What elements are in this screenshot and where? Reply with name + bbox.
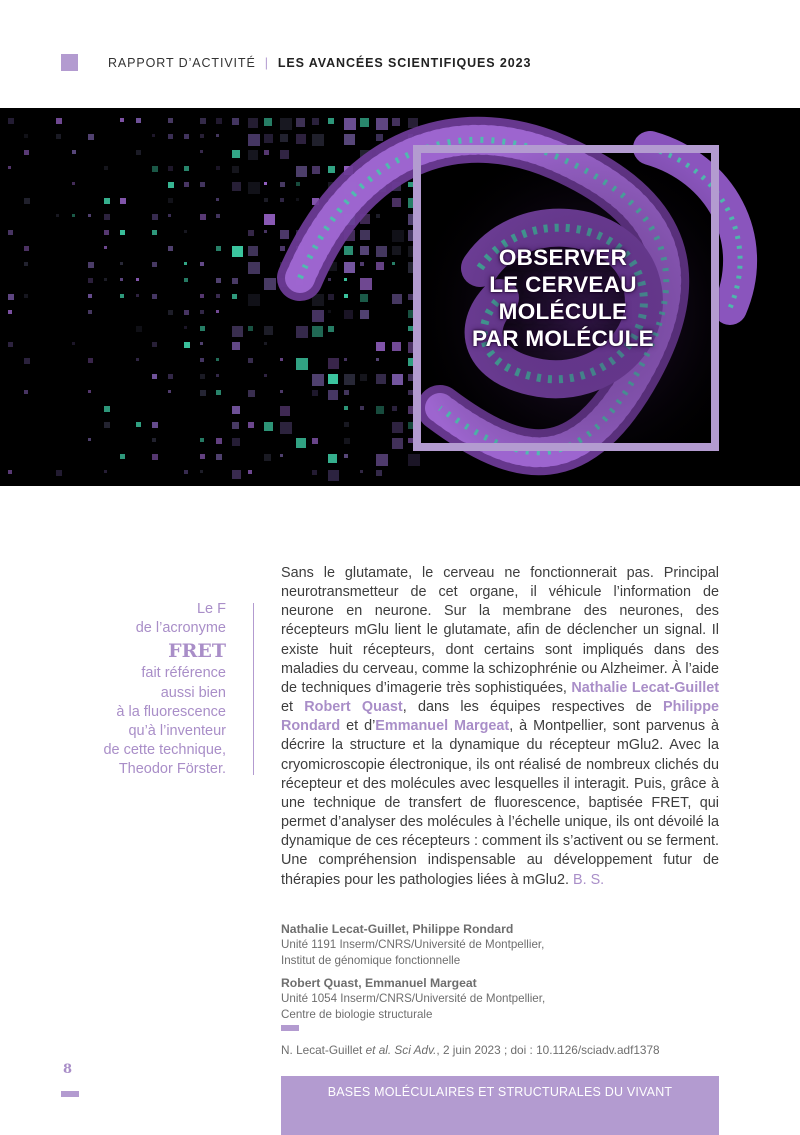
callout-line: Le F — [196, 601, 226, 617]
hero-title-line: MOLÉCULE — [498, 299, 628, 324]
hero-title-line: PAR MOLÉCULE — [472, 326, 654, 351]
reference-citation — [281, 1043, 660, 1057]
reference-journal: et al. Sci Adv. — [365, 1043, 437, 1057]
page-number: 8 — [63, 1062, 73, 1077]
affiliation-names: Nathalie Lecat-Guillet, Philippe Rondard — [281, 922, 514, 936]
body-text: Sans le glutamate, le cerveau ne fonctionnerait pas. Principal neurotransmetteur de cet organe, il véhicule l’information de neurone en neurone. Sur la membrane des neurones, des récepteurs mGlu lient le glutamate, afin de déclencher un signal. Il existe huit récepteurs, dont certains sont impliqués dans des maladies du cerveau, comme la schizophrénie ou Alzheimer. À l’aide de techniques d’imagerie très sophistiquées, — [281, 565, 719, 696]
section-tab — [281, 1076, 719, 1135]
affiliation-names: Robert Quast, Emmanuel Margeat — [281, 976, 477, 990]
article-body — [281, 564, 719, 890]
affiliations — [281, 922, 721, 1022]
body-text: et — [281, 699, 305, 716]
sidebar-rule — [253, 603, 254, 775]
body-text: , à Montpellier, sont parvenus à décrire la structure et la dynamique du récepteur mGlu2. Avec la cryomicroscopie électronique, ils ont réalisé de nombreux clichés du récepteur et des molécules avec lesquelles il interagit. Puis, grâce à une technique de transfert de fluorescence, baptisée FRET, qui permet d’analyser des molécules à l’échelle unique, ils ont dévoilé la dynamique de ces récepteurs : comment ils s’activent ou se ferment. Une compréhension indispensable au développement futur de thérapies pour les pathologies liées à mGlu2. — [281, 718, 719, 888]
header-square-mark — [61, 54, 78, 71]
reference-bar — [281, 1025, 299, 1031]
callout-line: aussi bien — [160, 684, 226, 701]
affiliation-unit: Unité 1054 Inserm/CNRS/Université de Montpellier, — [281, 992, 546, 1005]
researcher-name: Nathalie Lecat-Guillet — [571, 679, 720, 696]
affiliation-institute: Centre de biologie structurale — [281, 1007, 433, 1021]
callout-line: de l’acronyme — [135, 620, 226, 637]
callout-line: fait référence — [141, 665, 226, 682]
callout-line: de cette technique, — [103, 742, 226, 759]
hero-title-line: OBSERVER — [498, 245, 628, 270]
running-header — [108, 56, 531, 70]
header-separator: | — [264, 56, 269, 70]
reference-authors: N. Lecat-Guillet — [281, 1043, 366, 1057]
callout-line: qu’à l’inventeur — [128, 723, 226, 740]
affiliation-unit: Unité 1191 Inserm/CNRS/Université de Montpellier, — [281, 938, 545, 951]
affiliation-institute: Institut de génomique fonctionnelle — [281, 953, 461, 967]
body-text: , dans les équipes respectives de — [402, 699, 664, 716]
researcher-name: Robert Quast — [304, 699, 403, 716]
researcher-name: Philippe Rondard — [281, 699, 720, 735]
body-text: et d’ — [340, 718, 376, 735]
header-title: LES AVANCÉES SCIENTIFIQUES 2023 — [277, 56, 532, 70]
callout-line: Theodor Förster. — [118, 761, 226, 778]
researcher-name: Emmanuel Margeat — [375, 718, 510, 735]
header-section: RAPPORT D’ACTIVITÉ — [108, 56, 256, 70]
sidebar-callout — [80, 600, 226, 780]
hero-title — [414, 244, 712, 352]
hero-image — [0, 108, 800, 486]
author-signature: B. S. — [572, 871, 605, 888]
section-tab-label: BASES MOLÉCULAIRES ET STRUCTURALES DU VIVANT — [327, 1085, 673, 1099]
reference-doi: , 2 juin 2023 ; doi : 10.1126/sciadv.adf1378 — [436, 1043, 660, 1057]
callout-acronym: FRET — [168, 640, 226, 663]
page-number-bar — [61, 1091, 79, 1097]
hero-title-line: LE CERVEAU — [489, 272, 637, 297]
callout-line: à la fluorescence — [116, 703, 226, 720]
